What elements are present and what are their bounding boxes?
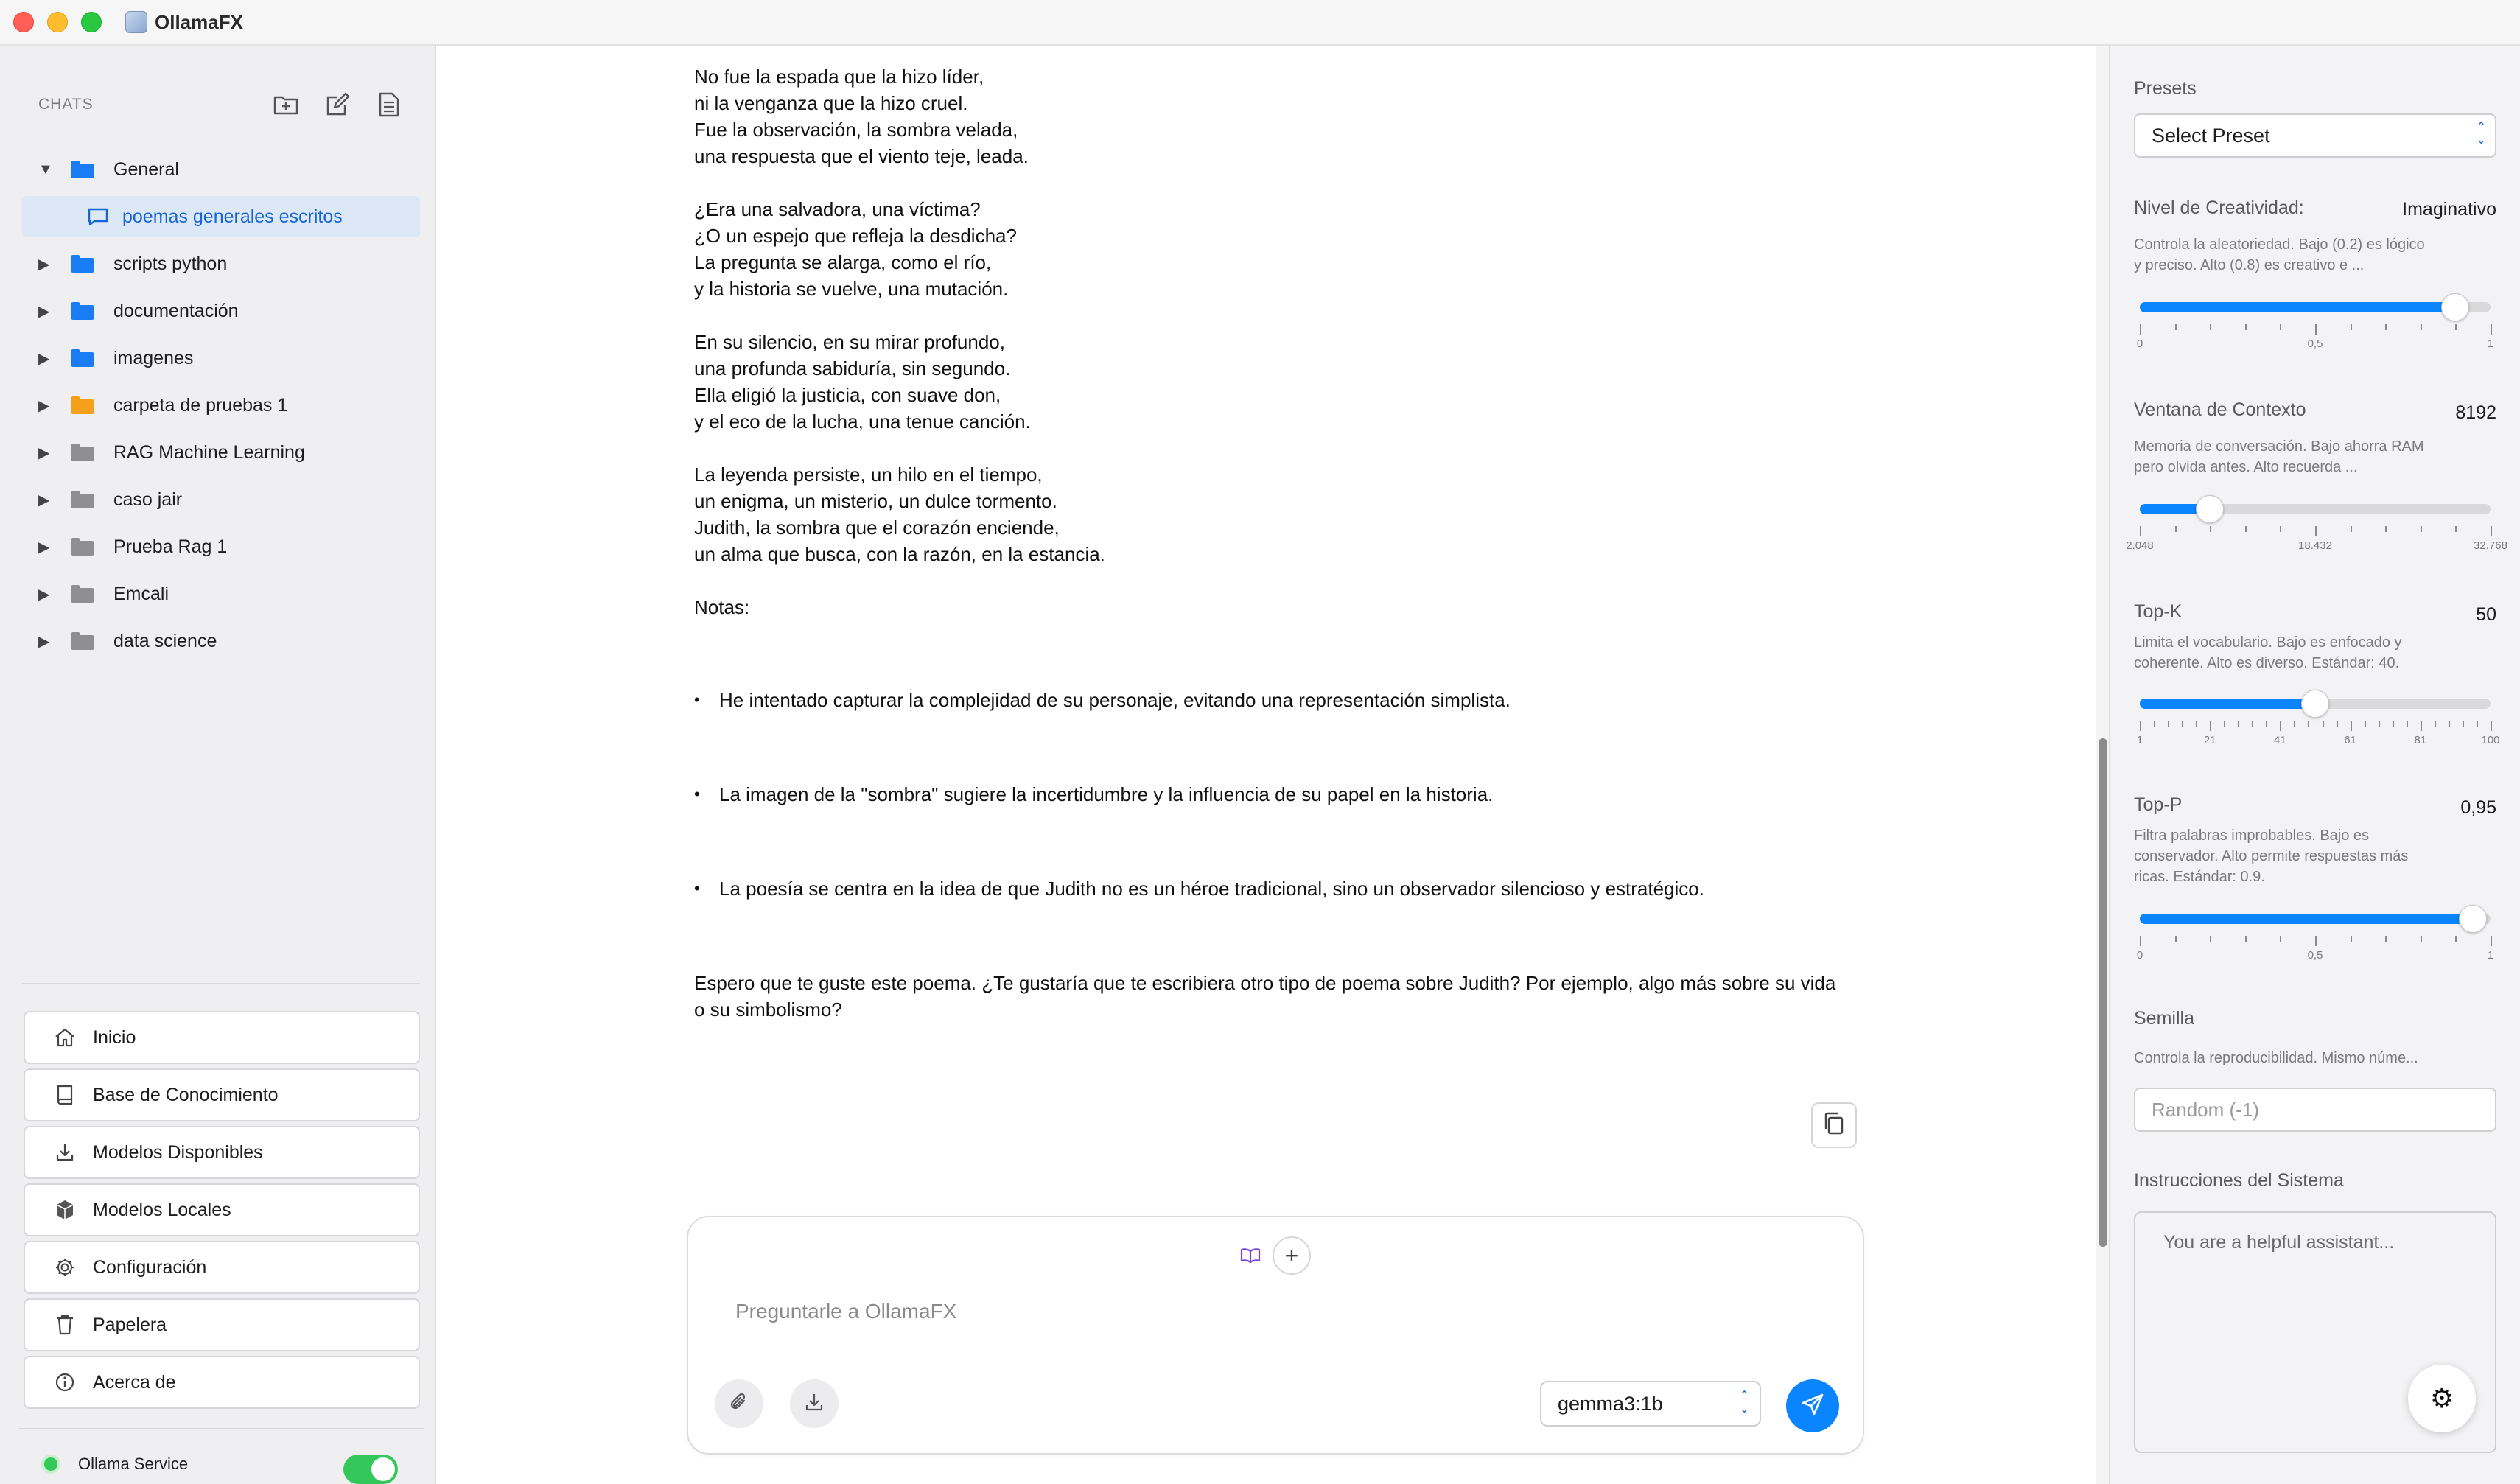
folder-scripts-python[interactable]	[22, 240, 420, 287]
slider-tick	[2379, 721, 2380, 727]
chat-bubble-icon	[87, 207, 109, 226]
topk-value: 50	[2476, 604, 2496, 625]
nav-label: Inicio	[93, 1026, 136, 1048]
slider-knob[interactable]	[2441, 293, 2469, 321]
tick-label: 0,5	[2307, 949, 2323, 962]
context-value: 8192	[2455, 402, 2496, 423]
presets-label: Presets	[2134, 78, 2197, 99]
slider-tick	[2407, 721, 2408, 727]
chevron-right-icon[interactable]: ▶	[38, 350, 50, 367]
creativity-ticks	[2140, 324, 2491, 335]
slider-tick	[2491, 936, 2492, 946]
slider-tick	[2182, 721, 2183, 727]
slider-tick	[2168, 721, 2169, 727]
system-instructions-label: Instrucciones del Sistema	[2134, 1170, 2344, 1191]
slider-tick	[2266, 721, 2267, 727]
seed-input[interactable]: Random (-1)	[2134, 1088, 2496, 1132]
nav-label: Papelera	[93, 1314, 167, 1335]
slider-tick	[2315, 526, 2317, 536]
nav-label: Configuración	[93, 1256, 207, 1278]
poem-line: un alma que busca, con la razón, en la estancia.	[694, 543, 1105, 565]
toggle-knob	[371, 1457, 395, 1481]
slider-tick	[2455, 526, 2457, 532]
topp-ticks	[2140, 936, 2491, 946]
new-folder-icon[interactable]	[271, 90, 301, 119]
copy-message-button[interactable]	[1811, 1102, 1857, 1148]
folder-icon	[71, 255, 94, 273]
scrollbar-thumb[interactable]	[2099, 738, 2107, 1247]
gear-icon: ⚙	[2429, 1383, 2454, 1413]
slider-tick	[2280, 324, 2281, 330]
creativity-slider[interactable]	[2140, 302, 2491, 312]
slider-tick	[2421, 721, 2422, 731]
slider-knob[interactable]	[2459, 905, 2487, 933]
poem-line: En su silencio, en su mirar profundo,	[694, 331, 1005, 353]
list-item: • He intentado capturar la complejidad de su personaje, evitando una representación simplista.	[694, 687, 1844, 713]
folder-label: imagenes	[113, 347, 194, 368]
list-item-text: La imagen de la "sombra" sugiere la incertidumbre y la influencia de su papel en la historia.	[719, 783, 1494, 805]
tick-label: 1	[2487, 337, 2494, 350]
slider-tick	[2315, 936, 2317, 946]
slider-tick	[2245, 526, 2247, 532]
document-icon[interactable]	[374, 90, 404, 119]
slider-tick	[2245, 936, 2247, 942]
poem-line: Judith, la sombra que el corazón enciende,	[694, 517, 1060, 539]
topp-value: 0,95	[2460, 797, 2496, 818]
info-icon	[53, 1371, 77, 1394]
list-item-text: La poesía se centra en la idea de que Judith no es un héroe tradicional, sino un observador silencioso y estratégico.	[719, 878, 1704, 900]
knowledge-book-icon[interactable]	[1240, 1247, 1261, 1264]
slider-knob[interactable]	[2301, 690, 2329, 718]
poem-line: Fue la observación, la sombra velada,	[694, 119, 1018, 141]
message-input[interactable]: Preguntarle a OllamaFX	[735, 1300, 957, 1323]
model-select[interactable]	[1540, 1381, 1761, 1427]
nav-label: Acerca de	[93, 1371, 176, 1393]
poem-line: Ella eligió la justicia, con suave don,	[694, 384, 1001, 406]
slider-tick	[2491, 721, 2492, 731]
home-icon	[53, 1026, 77, 1049]
slider-tick	[2252, 721, 2253, 727]
tick-label: 2.048	[2126, 539, 2154, 552]
list-item: • La poesía se centra en la idea de que Judith no es un héroe tradicional, sino un observador silencioso y estratégico.	[694, 875, 1844, 902]
slider-tick	[2210, 526, 2211, 532]
notes-list	[694, 687, 1844, 902]
slider-tick	[2280, 936, 2281, 942]
cube-icon	[53, 1198, 77, 1222]
sidebar-divider	[18, 1428, 424, 1429]
new-chat-icon[interactable]	[323, 90, 352, 119]
chats-header: CHATS	[38, 96, 94, 113]
copy-icon	[1822, 1111, 1846, 1140]
creativity-label: Nivel de Creatividad:	[2134, 197, 2304, 218]
slider-fill	[2140, 914, 2473, 924]
poem-line: una profunda sabiduría, sin segundo.	[694, 357, 1011, 379]
nav-base-conocimiento-button[interactable]	[24, 1068, 420, 1121]
folder-data-science[interactable]	[22, 617, 420, 665]
slider-tick	[2175, 936, 2177, 942]
seed-label: Semilla	[2134, 1008, 2194, 1029]
download-icon	[803, 1391, 825, 1417]
nav-inicio-button[interactable]	[24, 1011, 420, 1064]
chat-folder-tree	[22, 146, 420, 665]
poem-line: La leyenda persiste, un hilo en el tiempo,	[694, 463, 1043, 486]
send-icon	[1800, 1392, 1825, 1421]
chevron-right-icon[interactable]: ▶	[38, 256, 50, 273]
poem-stanza	[694, 63, 1844, 169]
book-icon	[53, 1083, 77, 1107]
topk-tick-labels	[2136, 734, 2500, 749]
folder-prueba-rag[interactable]	[22, 523, 420, 570]
slider-tick	[2210, 721, 2211, 731]
chat-item-poemas[interactable]	[22, 196, 420, 237]
tick-label: 32.768	[2474, 539, 2507, 552]
folder-carpeta-pruebas[interactable]	[22, 382, 420, 429]
download-icon	[53, 1141, 77, 1164]
slider-tick	[2351, 526, 2352, 532]
chevron-down-icon[interactable]: ▼	[38, 161, 53, 178]
slider-tick	[2140, 324, 2141, 335]
app-icon	[125, 11, 147, 33]
chevron-right-icon[interactable]: ▶	[38, 491, 50, 508]
list-item: • La imagen de la "sombra" sugiere la incertidumbre y la influencia de su papel en la historia.	[694, 781, 1844, 808]
folder-documentacion[interactable]	[22, 287, 420, 335]
nav-modelos-disponibles-button[interactable]	[24, 1126, 420, 1179]
creativity-description: Controla la aleatoriedad. Bajo (0.2) es lógico y preciso. Alto (0.8) es creativo e ...	[2134, 237, 2425, 273]
poem-stanza	[694, 196, 1844, 302]
poem-line: ¿O un espejo que refleja la desdicha?	[694, 225, 1017, 247]
folder-label: RAG Machine Learning	[113, 441, 305, 463]
slider-tick	[2455, 936, 2457, 942]
slider-tick	[2224, 721, 2225, 727]
chevron-right-icon[interactable]: ▶	[38, 397, 50, 414]
settings-gear-button[interactable]	[2408, 1365, 2476, 1432]
slider-tick	[2351, 721, 2352, 731]
title-bar	[0, 0, 2520, 46]
slider-tick	[2280, 721, 2281, 731]
add-context-button[interactable]: +	[1273, 1236, 1311, 1275]
slider-tick	[2435, 721, 2436, 727]
trash-icon	[53, 1313, 77, 1337]
slider-tick	[2491, 324, 2492, 335]
context-slider[interactable]	[2140, 504, 2491, 514]
sidebar	[0, 46, 436, 1484]
slider-tick	[2463, 721, 2464, 727]
list-item-text: He intentado capturar la complejidad de su personaje, evitando una representación simplista.	[719, 689, 1511, 711]
folder-general[interactable]	[22, 146, 420, 193]
slider-tick	[2449, 721, 2450, 727]
select-stepper-icon: ⌃ ⌄	[1739, 1390, 1749, 1415]
poem-line: y el eco de la lucha, una tenue canción.	[694, 410, 1031, 433]
nav-label: Base de Conocimiento	[93, 1084, 279, 1105]
topk-label: Top-K	[2134, 601, 2183, 622]
attach-button[interactable]	[715, 1379, 763, 1428]
tick-label: 0,5	[2307, 337, 2323, 350]
slider-tick	[2245, 324, 2247, 330]
folder-label: scripts python	[113, 253, 228, 274]
folder-icon	[71, 396, 94, 414]
tick-label: 0	[2136, 949, 2143, 962]
slider-tick	[2210, 936, 2211, 942]
folder-emcali[interactable]	[22, 570, 420, 617]
window-title: OllamaFX	[155, 10, 243, 33]
context-tick-labels	[2126, 539, 2507, 554]
folder-caso-jair[interactable]	[22, 476, 420, 523]
context-label: Ventana de Contexto	[2134, 399, 2306, 420]
slider-fill	[2140, 302, 2455, 312]
nav-modelos-locales-button[interactable]	[24, 1183, 420, 1236]
poem-stanza	[694, 329, 1844, 435]
slider-fill	[2140, 699, 2315, 709]
folder-label: carpeta de pruebas 1	[113, 394, 288, 416]
composer-toolbar	[688, 1236, 1863, 1275]
send-button[interactable]	[1786, 1379, 1839, 1432]
poem-stanza	[694, 461, 1844, 567]
window-controls	[13, 12, 102, 32]
tick-label: 0	[2136, 337, 2143, 350]
tick-label: 18.432	[2298, 539, 2332, 552]
model-select-value: gemma3:1b	[1558, 1392, 1663, 1415]
folder-icon	[71, 632, 94, 650]
folder-icon	[71, 349, 94, 367]
slider-tick	[2365, 721, 2366, 727]
system-instructions-placeholder: You are a helpful assistant...	[2163, 1232, 2395, 1253]
creativity-tick-labels	[2136, 337, 2494, 352]
slider-tick	[2175, 324, 2177, 330]
nav-acerca-de-button[interactable]	[24, 1356, 420, 1409]
poem-line: una respuesta que el viento teje, leada.	[694, 145, 1029, 167]
topk-ticks	[2140, 721, 2491, 731]
chat-area	[438, 46, 2107, 1484]
minimize-window-button[interactable]	[47, 12, 68, 32]
folder-icon	[71, 585, 94, 603]
folder-label: General	[113, 158, 179, 180]
slider-tick	[2323, 721, 2324, 727]
slider-tick	[2280, 526, 2281, 532]
context-ticks	[2140, 526, 2491, 536]
nav-papelera-button[interactable]	[24, 1298, 420, 1351]
creativity-value: Imaginativo	[2402, 199, 2496, 220]
preset-select-value: Select Preset	[2152, 124, 2270, 147]
slider-tick	[2294, 721, 2295, 727]
slider-tick	[2385, 936, 2387, 942]
slider-tick	[2140, 526, 2141, 536]
topp-slider[interactable]	[2140, 914, 2491, 924]
slider-tick	[2421, 936, 2422, 942]
tick-label: 1	[2136, 734, 2143, 746]
download-model-button[interactable]	[790, 1379, 839, 1428]
slider-tick	[2175, 526, 2177, 532]
topp-description: Filtra palabras improbables. Bajo es conservador. Alto permite respuestas más ricas. Estándar: 0.9.	[2134, 827, 2409, 885]
chevron-right-icon[interactable]: ▶	[38, 633, 50, 650]
slider-tick	[2393, 721, 2394, 727]
seed-description: Controla la reproducibilidad. Mismo núme...	[2134, 1050, 2418, 1066]
folder-label: Prueba Rag 1	[113, 536, 228, 557]
slider-tick	[2140, 721, 2141, 731]
folder-icon	[71, 302, 94, 320]
context-description: Memoria de conversación. Bajo ahorra RAM pero olvida antes. Alto recuerda ...	[2134, 438, 2424, 475]
sidebar-nav	[24, 1011, 420, 1413]
slider-tick	[2210, 324, 2211, 330]
topk-description: Limita el vocabulario. Bajo es enfocado y coherente. Alto es diverso. Estándar: 40.	[2134, 634, 2402, 671]
slider-tick	[2385, 324, 2387, 330]
poem-line: ¿Era una salvadora, una víctima?	[694, 198, 981, 220]
folder-imagenes[interactable]	[22, 335, 420, 382]
tick-label: 61	[2344, 734, 2356, 746]
ollama-service-toggle[interactable]	[343, 1455, 398, 1484]
notes-heading: Notas:	[694, 596, 750, 618]
tick-label: 21	[2203, 734, 2216, 746]
nav-label: Modelos Locales	[93, 1199, 231, 1220]
poem-line: un enigma, un misterio, un dulce tormento.	[694, 490, 1057, 512]
gear-icon	[53, 1256, 77, 1279]
tick-label: 1	[2487, 949, 2494, 962]
poem-line: ni la venganza que la hizo cruel.	[694, 92, 968, 114]
slider-tick	[2421, 526, 2422, 532]
folder-label: documentación	[113, 300, 239, 321]
status-indicator	[44, 1457, 57, 1471]
slider-tick	[2154, 721, 2155, 727]
nav-label: Modelos Disponibles	[93, 1141, 263, 1163]
slider-tick	[2308, 721, 2309, 727]
message-composer	[687, 1216, 1864, 1455]
folder-icon	[71, 491, 94, 508]
chats-toolbar	[271, 90, 404, 119]
slider-tick	[2337, 721, 2338, 727]
chat-label: poemas generales escritos	[122, 206, 343, 227]
slider-tick	[2238, 721, 2239, 727]
closing-text: Espero que te guste este poema. ¿Te gustaría que te escribiera otro tipo de poema sobre Judith? Por ejemplo, algo más sobre su vida o su simbolismo?	[694, 972, 1836, 1021]
chevron-right-icon[interactable]: ▶	[38, 303, 50, 320]
chevron-right-icon[interactable]: ▶	[38, 539, 50, 556]
poem-line: y la historia se vuelve, una mutación.	[694, 278, 1009, 300]
topp-tick-labels	[2136, 949, 2494, 964]
slider-tick	[2491, 526, 2492, 536]
tick-label: 41	[2274, 734, 2286, 746]
nav-configuracion-button[interactable]	[24, 1241, 420, 1294]
close-window-button[interactable]	[13, 12, 34, 32]
folder-icon	[71, 161, 94, 178]
folder-icon	[71, 444, 94, 461]
zoom-window-button[interactable]	[81, 12, 102, 32]
tick-label: 100	[2481, 734, 2500, 746]
slider-tick	[2477, 721, 2478, 727]
poem-line: La pregunta se alarga, como el río,	[694, 251, 992, 273]
slider-tick	[2140, 936, 2141, 946]
ollama-service-status	[44, 1455, 188, 1474]
tick-label: 81	[2414, 734, 2427, 746]
chevron-right-icon[interactable]: ▶	[38, 444, 50, 461]
paperclip-icon	[728, 1391, 750, 1417]
slider-knob[interactable]	[2196, 495, 2224, 523]
select-stepper-icon: ⌃ ⌄	[2476, 121, 2486, 147]
slider-tick	[2421, 324, 2422, 330]
slider-tick	[2385, 526, 2387, 532]
slider-tick	[2455, 324, 2457, 330]
folder-icon	[71, 538, 94, 556]
topp-label: Top-P	[2134, 794, 2183, 815]
slider-tick	[2351, 936, 2352, 942]
poem-line: No fue la espada que la hizo líder,	[694, 66, 984, 88]
topk-slider[interactable]	[2140, 699, 2491, 709]
preset-select[interactable]	[2134, 113, 2496, 158]
folder-label: data science	[113, 630, 217, 651]
slider-tick	[2351, 324, 2352, 330]
assistant-message	[694, 63, 1844, 1023]
folder-rag-ml[interactable]	[22, 429, 420, 476]
sidebar-divider	[22, 983, 420, 984]
chevron-right-icon[interactable]: ▶	[38, 586, 50, 603]
status-label: Ollama Service	[78, 1455, 189, 1473]
model-settings-panel	[2109, 46, 2520, 1484]
folder-label: caso jair	[113, 489, 183, 510]
slider-tick	[2196, 721, 2197, 727]
slider-tick	[2315, 324, 2317, 335]
folder-label: Emcali	[113, 583, 169, 604]
